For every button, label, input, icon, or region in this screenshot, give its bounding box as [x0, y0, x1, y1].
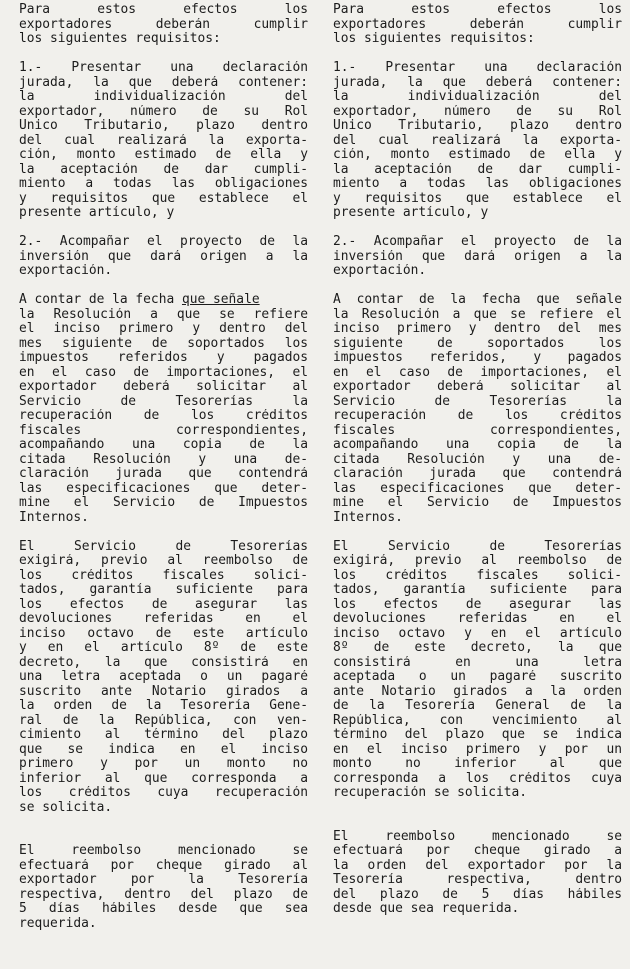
text-line: [333, 192, 622, 207]
line-text: los créditos cuya recuperación: [19, 786, 308, 800]
text-line: [19, 395, 308, 410]
text-line: [19, 18, 308, 33]
text-line: [19, 598, 308, 613]
text-line: [333, 409, 622, 424]
line-text: la individualización del: [19, 90, 308, 104]
line-text: Internos.: [19, 510, 89, 525]
line-text: exigirá, previo al reembolso de: [19, 554, 308, 568]
line-text: el inciso primero y dentro del: [19, 322, 308, 336]
text-line: [333, 656, 622, 671]
line-text: efectuará por cheque girado a: [333, 844, 622, 858]
text-line: [333, 90, 622, 105]
text-line: [333, 18, 622, 33]
paragraph: [333, 830, 622, 917]
line-text: devoluciones referidas en el: [333, 612, 622, 626]
text-line: [19, 699, 308, 714]
line-text: 5 días hábiles desde que sea: [19, 902, 308, 916]
line-text: la aceptación de dar cumpli-: [333, 162, 622, 177]
line-text: fiscales correspondientes,: [333, 423, 622, 438]
text-line: [333, 105, 622, 120]
text-line: [19, 728, 308, 743]
column-left: [19, 0, 308, 969]
line-text: fiscales correspondientes,: [19, 423, 308, 438]
text-line: [19, 163, 308, 178]
text-line: [19, 801, 308, 816]
line-text: Para estos efectos los: [19, 3, 308, 17]
text-line: [19, 61, 308, 76]
line-text: tados, garantía suficiente para: [333, 583, 622, 597]
line-text: mes siguiente de soportados los: [19, 336, 308, 351]
line-text: Unico Tributario, plazo dentro: [333, 119, 622, 133]
text-line: [333, 148, 622, 163]
text-line: [333, 772, 622, 787]
text-line: [19, 105, 308, 120]
line-text: los siguientes requisitos:: [333, 32, 535, 46]
line-text: los créditos fiscales solici-: [19, 568, 308, 583]
text-line: [333, 250, 622, 265]
text-line: [19, 714, 308, 729]
line-text: de la Tesorería General de la: [333, 699, 622, 713]
text-line: [333, 844, 622, 859]
paragraph: [333, 293, 622, 525]
text-line: [333, 598, 622, 613]
paragraph-gap: [333, 47, 622, 62]
text-line: [333, 902, 622, 917]
line-text: exportador por la Tesorería: [19, 873, 308, 887]
line-text: mine el Servicio de Impuestos: [333, 496, 622, 510]
text-line: [19, 612, 308, 627]
line-text: acompañando una copia de la: [333, 438, 622, 452]
text-line: [333, 293, 622, 308]
paragraph: [19, 61, 308, 221]
line-text: inferior al que corresponda a: [19, 771, 308, 786]
paragraph-gap: [333, 279, 622, 294]
line-text: El reembolso mencionado se: [19, 844, 308, 858]
text-line: [19, 467, 308, 482]
line-text: miento a todas las obligaciones: [333, 177, 622, 191]
text-line: [19, 206, 308, 221]
text-line: [19, 409, 308, 424]
text-line: [333, 308, 622, 323]
line-text: exportación.: [333, 264, 427, 278]
line-text: impuestos referidos, y pagados: [333, 351, 622, 365]
line-text: en el caso de importaciones, el: [19, 365, 308, 380]
line-text: ción, monto estimado de ella y: [333, 148, 622, 162]
text-line: [333, 76, 622, 91]
text-line: [19, 119, 308, 134]
line-text: 2.- Acompañar el proyecto de la: [19, 235, 308, 249]
text-line: [19, 757, 308, 772]
line-text: se solicita.: [19, 800, 113, 815]
paragraph: [19, 293, 308, 525]
text-line: [19, 873, 308, 888]
line-text: monto no inferior al que: [333, 757, 622, 771]
text-line: [19, 859, 308, 874]
line-text: los efectos de asegurar las: [333, 597, 622, 612]
text-line: [333, 511, 622, 526]
line-text: ción, monto estimado de ella y: [19, 148, 308, 162]
line-text: una letra aceptada o un pagaré: [19, 670, 308, 684]
paragraph: [333, 61, 622, 221]
text-line: [333, 627, 622, 642]
paragraph: [333, 540, 622, 801]
text-line: [19, 76, 308, 91]
paragraph: [19, 540, 308, 816]
text-line: [333, 496, 622, 511]
text-line: [333, 32, 622, 47]
line-text: la aceptación de dar cumpli-: [19, 162, 308, 177]
line-text: las especificaciones que deter-: [333, 481, 622, 496]
paragraph-gap: [333, 525, 622, 540]
line-text: desde que sea requerida.: [333, 902, 520, 916]
line-text: exigirá, previo al reembolso de: [333, 554, 622, 568]
line-text: jurada, la que deberá contener:: [19, 75, 308, 90]
line-text: mine el Servicio de Impuestos: [19, 496, 308, 510]
line-text: término del plazo que se indica: [333, 728, 622, 742]
line-text: exportador, número de su Rol: [19, 104, 308, 119]
text-line: [19, 569, 308, 584]
text-line: [19, 322, 308, 337]
text-line: [333, 670, 622, 685]
paragraph-gap: [333, 221, 622, 236]
text-line: [333, 714, 622, 729]
text-line: [333, 540, 622, 555]
line-text: 2.- Acompañar el proyecto de la: [333, 235, 622, 249]
line-text: corresponda a los créditos cuya: [333, 771, 622, 786]
text-line: [333, 859, 622, 874]
line-text: recuperación de los créditos: [19, 409, 308, 423]
text-line: [19, 511, 308, 526]
line-text: efectuará por cheque girado al: [19, 858, 308, 873]
line-text: y requisitos que establece el: [333, 191, 622, 206]
line-text: del plazo de 5 días hábiles: [333, 887, 622, 902]
line-text: ral de la República, con ven-: [19, 713, 308, 728]
paragraph: [19, 844, 308, 931]
line-text: la Resolución a que se refiere el: [333, 307, 622, 322]
text-line: [19, 902, 308, 917]
line-text: recuperación de los créditos: [333, 409, 622, 423]
line-text: la Resolución a que se refiere: [19, 307, 308, 322]
text-line: [19, 366, 308, 381]
line-text: la orden del exportador por la: [333, 858, 622, 873]
text-line: [19, 32, 308, 47]
line-text: recuperación se solicita.: [333, 786, 528, 800]
line-text: El reembolso mencionado se: [333, 829, 622, 844]
line-text: y requisitos que establece el: [19, 191, 308, 206]
line-text: primero y por un monto no: [19, 757, 308, 771]
text-line: [333, 235, 622, 250]
text-line: [19, 235, 308, 250]
text-line: [333, 554, 622, 569]
line-text: Servicio de Tesorerías la: [19, 394, 308, 409]
text-line: [19, 554, 308, 569]
line-text: las especificaciones que deter-: [19, 481, 308, 496]
text-line: [19, 134, 308, 149]
text-line: [19, 772, 308, 787]
text-line: [19, 438, 308, 453]
line-text: tados, garantía suficiente para: [19, 583, 308, 597]
text-line: [333, 134, 622, 149]
text-line: [333, 177, 622, 192]
line-text: los créditos fiscales solici-: [333, 568, 622, 583]
text-line: [19, 917, 308, 932]
text-line: [19, 337, 308, 352]
line-text: Servicio de Tesorerías la: [333, 394, 622, 409]
text-line: [19, 453, 308, 468]
text-line: [333, 3, 622, 18]
text-line: [333, 424, 622, 439]
line-text: El Servicio de Tesorerías: [19, 539, 308, 554]
line-text: inciso octavo de este artículo: [19, 626, 308, 641]
line-text: exportador, número de su Rol: [333, 104, 622, 119]
column-right: [333, 0, 622, 969]
line-text: exportador deberá solicitar al: [333, 380, 622, 394]
paragraph: [333, 3, 622, 47]
line-text: Unico Tributario, plazo dentro: [19, 119, 308, 133]
text-line: [333, 380, 622, 395]
paragraph-gap: [19, 47, 308, 62]
line-text: jurada, la que deberá contener:: [333, 75, 622, 90]
line-text: 1.- Presentar una declaración: [19, 61, 308, 75]
line-text: inciso octavo y en el artículo: [333, 626, 622, 641]
line-text: 8º de este decreto, la que: [333, 641, 622, 655]
underlined-text: que señale: [181, 293, 260, 307]
line-text: A contar de la fecha: [19, 293, 182, 307]
line-text: inversión que dará origen a la: [333, 249, 622, 264]
line-text: citada Resolución y una de-: [19, 452, 308, 467]
text-line: [333, 569, 622, 584]
text-line: [19, 743, 308, 758]
text-line: [19, 424, 308, 439]
line-text: los siguientes requisitos:: [19, 32, 221, 46]
text-line: [333, 583, 622, 598]
text-line: [333, 743, 622, 758]
text-line: [333, 264, 622, 279]
text-line: [19, 786, 308, 801]
text-line: [19, 250, 308, 265]
line-text: cimiento al término del plazo: [19, 728, 308, 742]
line-text: acompañando una copia de la: [19, 438, 308, 452]
line-text: requerida.: [19, 916, 97, 931]
line-text: citada Resolución y una de-: [333, 452, 622, 467]
text-line: [19, 482, 308, 497]
line-text: aceptada o un pagaré suscrito: [333, 670, 622, 684]
line-text: exportación.: [19, 264, 113, 278]
text-line: [333, 366, 622, 381]
text-line: [19, 90, 308, 105]
text-line: [333, 830, 622, 845]
line-text: y en el artículo 8º de este: [19, 641, 308, 655]
line-text: respectiva, dentro del plazo de: [19, 887, 308, 902]
text-line: [19, 496, 308, 511]
text-line: [19, 148, 308, 163]
line-text: República, con vencimiento al: [333, 713, 622, 728]
text-line: [333, 699, 622, 714]
text-line: [333, 163, 622, 178]
line-text: claración jurada que contendrá: [333, 467, 622, 481]
text-line: [333, 395, 622, 410]
text-line: [333, 482, 622, 497]
line-text: devoluciones referidas en el: [19, 612, 308, 626]
text-line: [19, 308, 308, 323]
paragraph-gap: [19, 815, 308, 844]
text-line: [333, 438, 622, 453]
line-text: presente artículo, y: [333, 206, 489, 220]
line-text: consistirá en una letra: [333, 655, 622, 670]
text-line: [19, 380, 308, 395]
line-text: siguiente de soportados los: [333, 336, 622, 351]
text-line: [19, 670, 308, 685]
text-line: [333, 453, 622, 468]
paragraph: [333, 235, 622, 279]
text-line: [19, 3, 308, 18]
text-line: [333, 337, 622, 352]
text-line: [333, 351, 622, 366]
line-text: impuestos referidos y pagados: [19, 351, 308, 365]
text-line: [19, 685, 308, 700]
text-line: [333, 467, 622, 482]
text-line: [333, 873, 622, 888]
text-line: [333, 61, 622, 76]
text-line: [333, 206, 622, 221]
line-text: El Servicio de Tesorerías: [333, 539, 622, 554]
line-text: Para estos efectos los: [333, 3, 622, 17]
line-text: los efectos de asegurar las: [19, 597, 308, 612]
text-line: [333, 757, 622, 772]
text-line: [19, 583, 308, 598]
text-line: [19, 540, 308, 555]
text-line: [19, 888, 308, 903]
line-text: miento a todas las obligaciones: [19, 177, 308, 191]
paragraph-gap: [19, 221, 308, 236]
text-line: [333, 728, 622, 743]
text-line: [333, 786, 622, 801]
text-line: [19, 656, 308, 671]
line-text: exportador deberá solicitar al: [19, 380, 308, 394]
line-text: A contar de la fecha que señale: [333, 293, 622, 307]
line-text: ante Notario girados a la orden: [333, 684, 622, 699]
line-text: exportadores deberán cumplir: [333, 17, 622, 32]
text-line: [333, 612, 622, 627]
paragraph: [19, 3, 308, 47]
text-line: [19, 844, 308, 859]
line-text: Tesorería respectiva, dentro: [333, 873, 622, 887]
text-line: [19, 627, 308, 642]
paragraph-gap: [19, 525, 308, 540]
line-text: en el caso de importaciones, el: [333, 365, 622, 380]
paragraph: [19, 235, 308, 279]
text-line: [19, 192, 308, 207]
line-text: en el inciso primero y por un: [333, 742, 622, 757]
line-text: inciso primero y dentro del mes: [333, 322, 622, 336]
line-text: la individualización del: [333, 90, 622, 104]
text-line: [19, 351, 308, 366]
line-text: presente artículo, y: [19, 206, 175, 220]
line-text: Internos.: [333, 510, 403, 525]
text-line: [333, 641, 622, 656]
text-line: [333, 119, 622, 134]
text-line: [19, 641, 308, 656]
paragraph-gap: [19, 279, 308, 294]
line-text: que se indica en el inciso: [19, 742, 308, 757]
line-text: del cual realizará la exporta-: [333, 133, 622, 148]
line-text: la orden de la Tesorería Gene-: [19, 699, 308, 713]
paragraph-gap: [333, 801, 622, 830]
line-text: inversión que dará origen a la: [19, 249, 308, 264]
text-line: [333, 685, 622, 700]
text-line: [333, 888, 622, 903]
text-line: [19, 293, 308, 308]
line-text: suscrito ante Notario girados a: [19, 684, 308, 699]
line-text: 1.- Presentar una declaración: [333, 61, 622, 75]
text-line: [333, 322, 622, 337]
line-text: exportadores deberán cumplir: [19, 17, 308, 32]
line-text: claración jurada que contendrá: [19, 467, 308, 481]
text-line: [19, 264, 308, 279]
line-text: decreto, la que consistirá en: [19, 655, 308, 670]
line-text: del cual realizará la exporta-: [19, 133, 308, 148]
text-line: [19, 177, 308, 192]
